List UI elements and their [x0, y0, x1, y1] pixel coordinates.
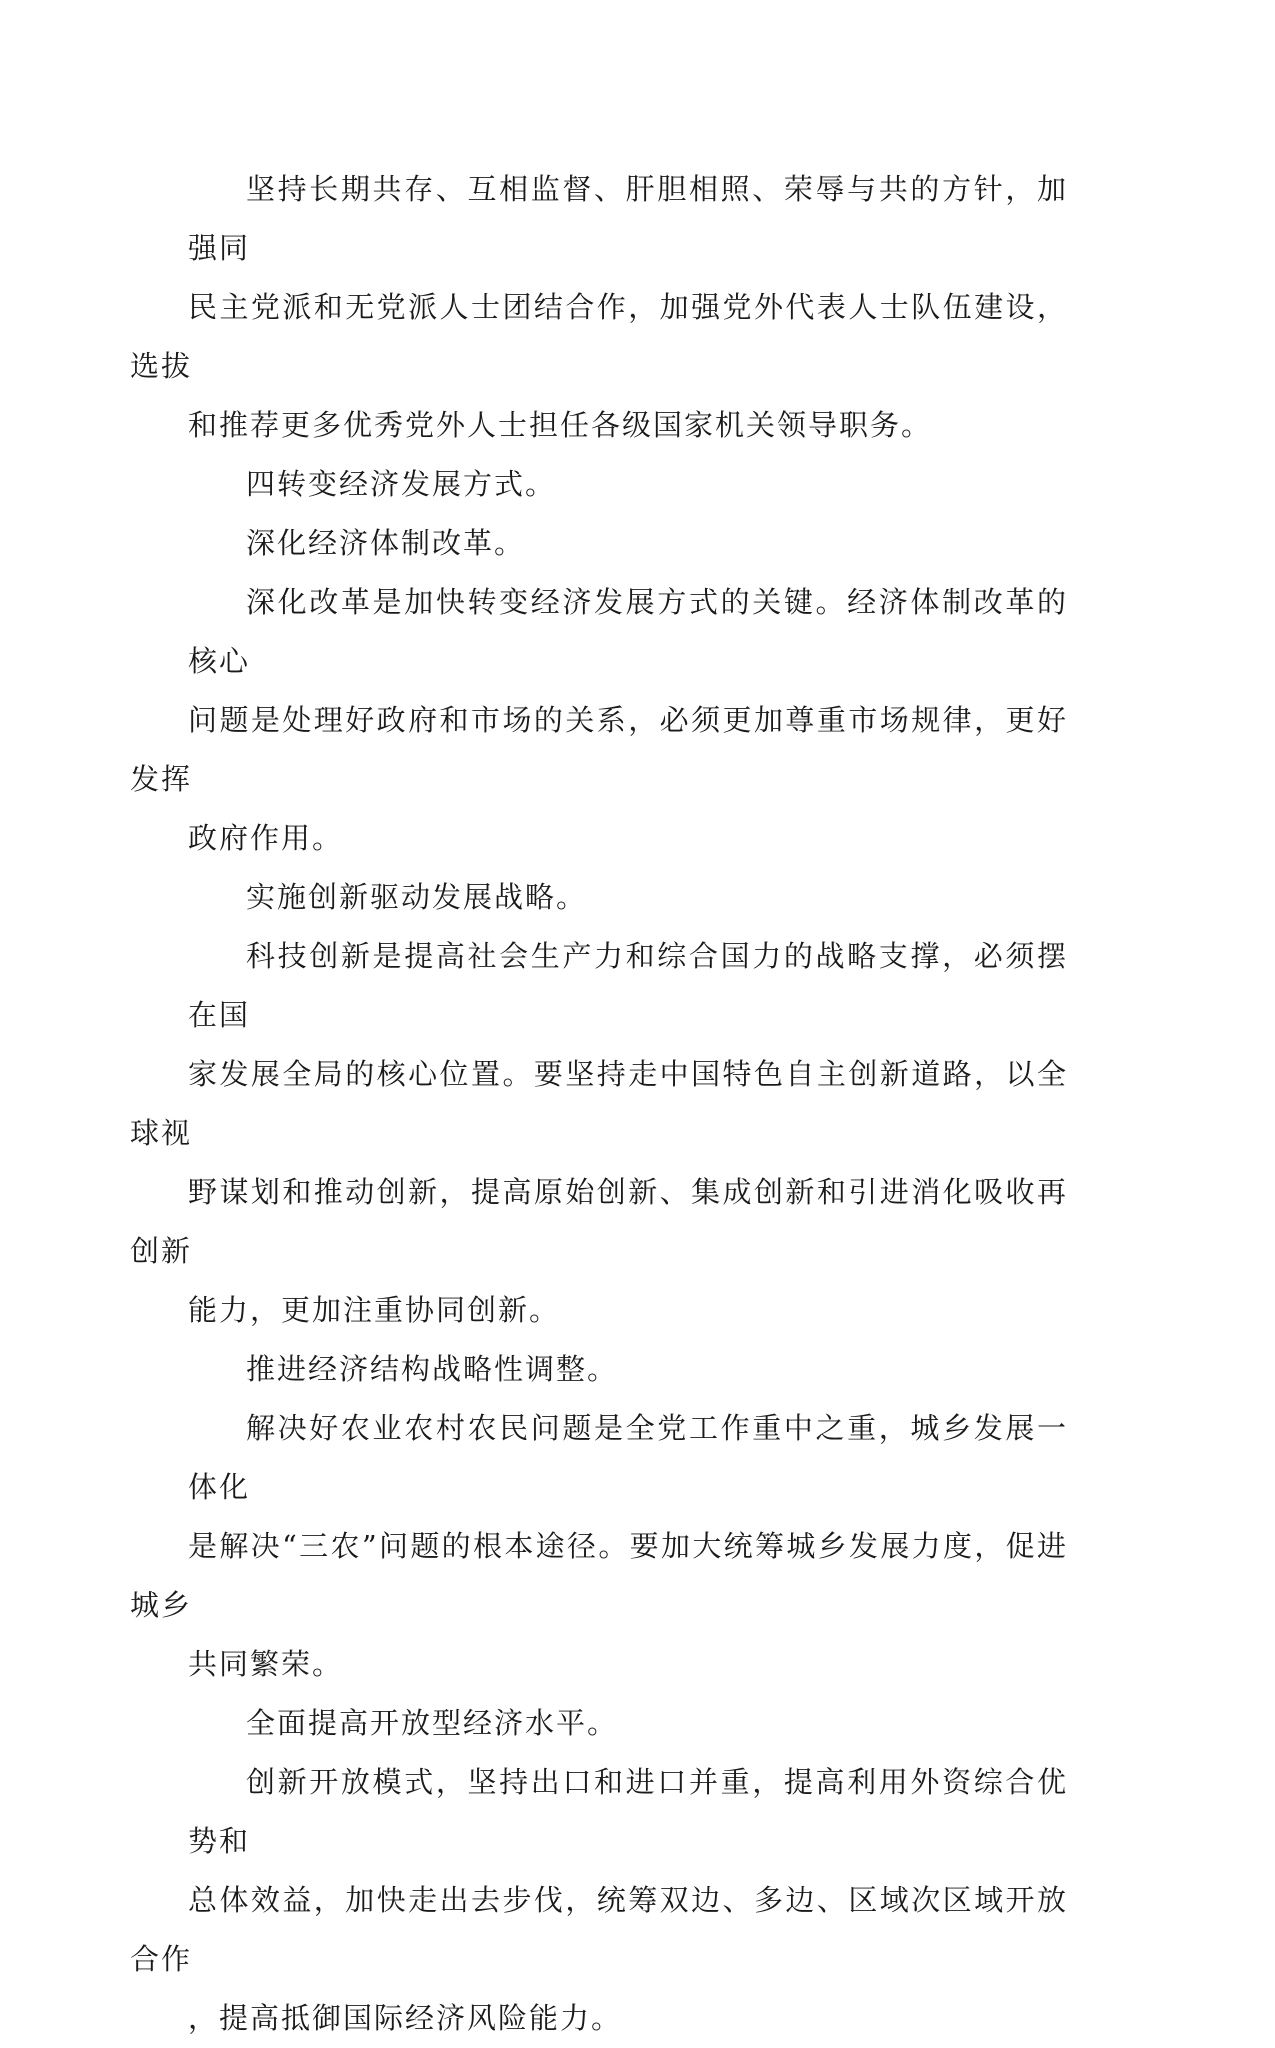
- subsection-heading: [188, 514, 1068, 573]
- text-line: 野谋划和推动创新，提高原始创新、集成创新和引进消化吸收再创新: [130, 1175, 1068, 1268]
- paragraph: [130, 160, 1068, 455]
- text-line: 坚持长期共存、互相监督、肝胆相照、荣辱与共的方针，加强同: [188, 172, 1068, 265]
- text-line: 实施创新驱动发展战略。: [246, 880, 588, 914]
- text-line: 科技创新是提高社会生产力和综合国力的战略支撑，必须摆在国: [188, 939, 1068, 1032]
- text-line: ，提高抵御国际经济风险能力。: [188, 2001, 623, 2035]
- text-line: 民主党派和无党派人士团结合作，加强党外代表人士队伍建设，选拔: [130, 290, 1068, 383]
- text-line: 能力，更加注重协同创新。: [188, 1293, 561, 1327]
- paragraph: [130, 927, 1068, 1340]
- text-line: 解决好农业农村农民问题是全党工作重中之重，城乡发展一体化: [188, 1411, 1068, 1504]
- text-line: 和推荐更多优秀党外人士担任各级国家机关领导职务。: [188, 408, 933, 442]
- text-line: 全面提高开放型经济水平。: [246, 1706, 619, 1740]
- text-line: 四转变经济发展方式。: [246, 467, 557, 501]
- text-line: 深化改革是加快转变经济发展方式的关键。经济体制改革的核心: [188, 585, 1068, 678]
- paragraph: [130, 1753, 1068, 2048]
- text-line: 推进经济结构战略性调整。: [246, 1352, 619, 1386]
- paragraph: [130, 573, 1068, 868]
- text-line: 总体效益，加快走出去步伐，统筹双边、多边、区域次区域开放合作: [130, 1883, 1068, 1976]
- subsection-heading: [188, 868, 1068, 927]
- subsection-heading: [188, 1340, 1068, 1399]
- subsection-heading: [188, 1694, 1068, 1753]
- text-line: 问题是处理好政府和市场的关系，必须更加尊重市场规律，更好发挥: [130, 703, 1068, 796]
- text-line: 政府作用。: [188, 821, 344, 855]
- text-line: 家发展全局的核心位置。要坚持走中国特色自主创新道路，以全球视: [130, 1057, 1068, 1150]
- document-body: [130, 160, 1068, 2048]
- text-line: 共同繁荣。: [188, 1647, 344, 1681]
- text-line: 深化经济体制改革。: [246, 526, 526, 560]
- text-line: 是解决“三农”问题的根本途径。要加大统筹城乡发展力度，促进城乡: [130, 1529, 1068, 1622]
- section-heading: [188, 455, 1068, 514]
- text-line: 创新开放模式，坚持出口和进口并重，提高利用外资综合优势和: [188, 1765, 1068, 1858]
